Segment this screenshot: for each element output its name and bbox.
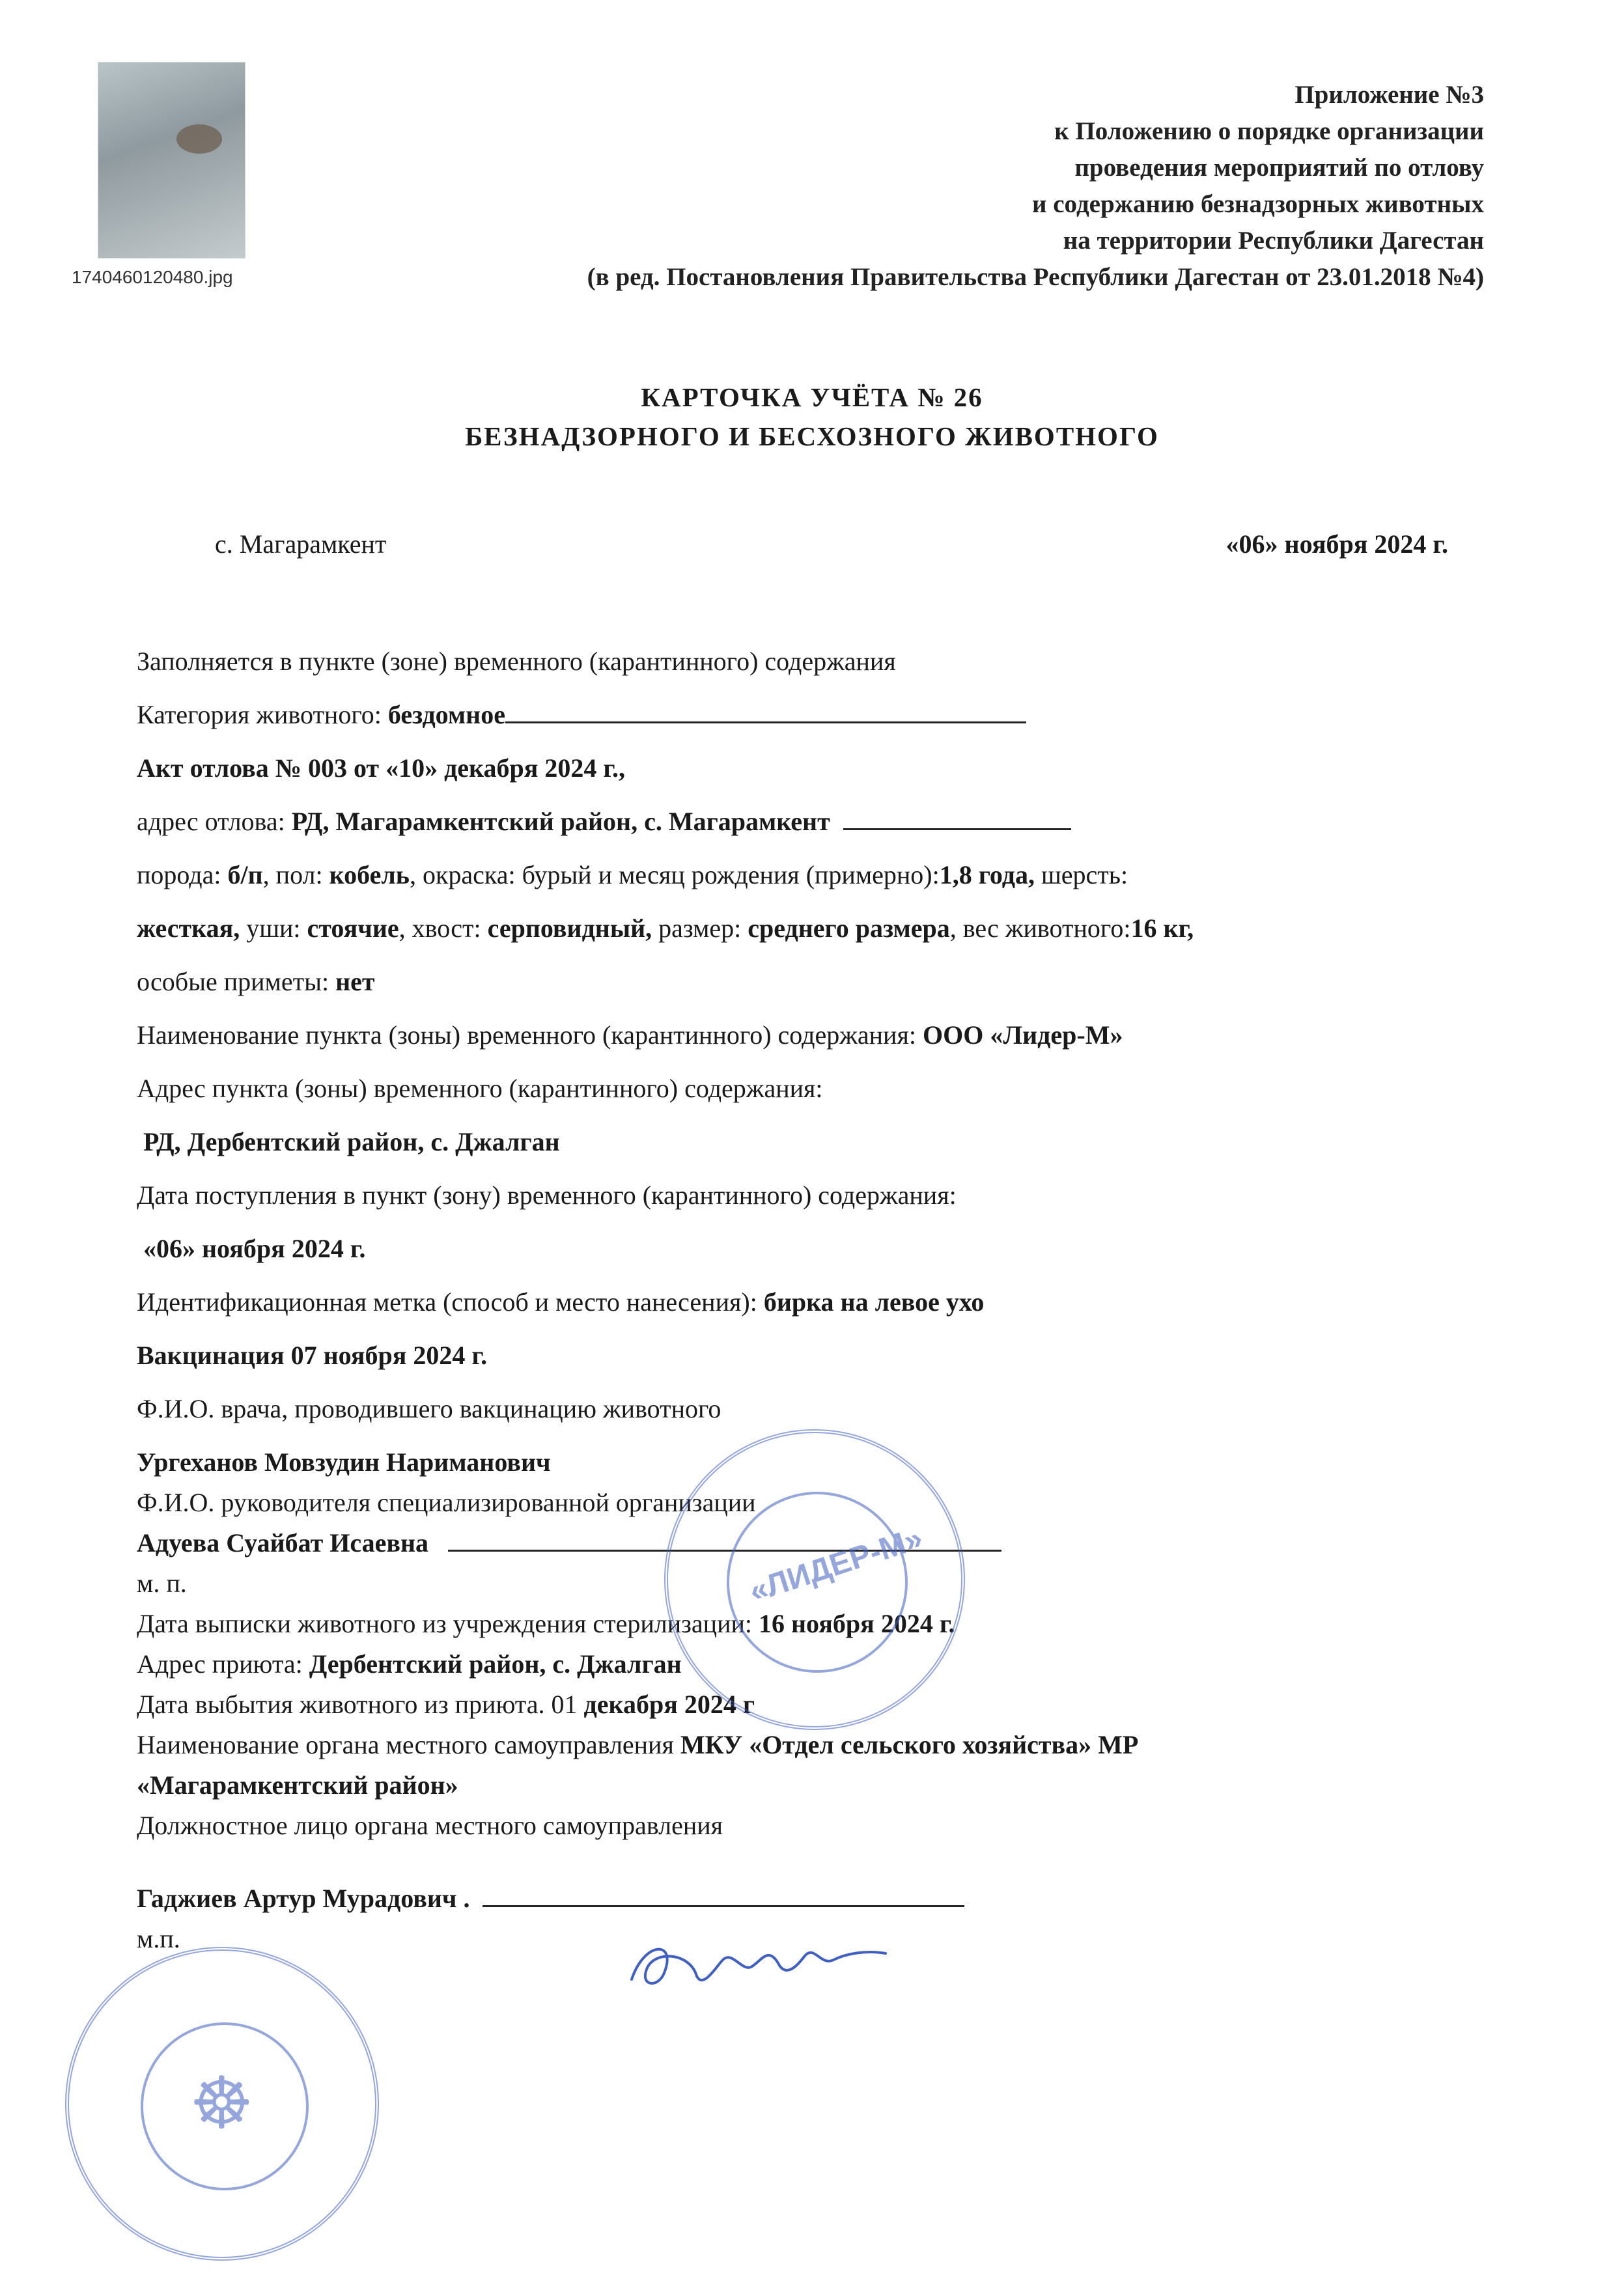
- special-marks-row: [137, 962, 1491, 1015]
- handwritten-signature: [619, 1927, 899, 1999]
- breed-row: [137, 855, 1491, 908]
- annex-line: (в ред. Постановления Правительства Республики Дагестан от 23.01.2018 №4): [587, 263, 1484, 291]
- organization-stamp: [664, 1429, 965, 1730]
- breed-value: б/п: [227, 860, 263, 889]
- weight-label: , вес животного:: [949, 914, 1131, 943]
- capture-address-row: [137, 802, 1491, 855]
- weight-value: 16 кг,: [1130, 914, 1194, 943]
- tag-row: [137, 1282, 1491, 1335]
- discharge-value: 16 ноября 2024 г.: [759, 1609, 955, 1638]
- category-value: бездомное: [387, 700, 505, 729]
- ears-value: стоячие: [307, 914, 399, 943]
- marks-value: нет: [335, 967, 375, 996]
- vaccination-value: Вакцинация 07 ноября 2024 г.: [137, 1341, 488, 1370]
- annex-line: на территории Республики Дагестан: [1063, 227, 1484, 255]
- zone-name-value: ООО «Лидер-М»: [922, 1020, 1123, 1050]
- municipal-stamp: [65, 1947, 379, 2261]
- arrival-label: Дата поступления в пункт (зону) временного (карантинного) содержания:: [137, 1180, 957, 1210]
- coat-value: жесткая,: [137, 914, 240, 943]
- card-title: [0, 378, 1624, 456]
- category-label: Категория животного:: [137, 700, 388, 729]
- place: с. Магарамкент: [215, 529, 387, 559]
- official-label: Должностное лицо органа местного самоуправления: [137, 1811, 723, 1840]
- authority-value-2: «Магарамкентский район»: [137, 1770, 458, 1800]
- breed-label: порода:: [137, 860, 228, 889]
- authority-label: Наименование органа местного самоуправления: [137, 1730, 680, 1759]
- official-row: [137, 1878, 1491, 1919]
- size-value: среднего размера: [748, 914, 950, 943]
- head-value: Адуева Суайбат Исаевна: [137, 1528, 429, 1557]
- annex-line: и содержанию безнадзорных животных: [1032, 190, 1484, 218]
- arrival-row: [137, 1229, 1491, 1282]
- official-value: Гаджиев Артур Мурадович .: [137, 1884, 470, 1913]
- vet-value: Ургеханов Мовзудин Нариманович: [137, 1447, 551, 1477]
- card-date: «06» ноября 2024 г.: [1225, 529, 1448, 559]
- annex-line: проведения мероприятий по отлову: [1074, 154, 1484, 182]
- color-value: бурый: [522, 860, 592, 889]
- vet-label: Ф.И.О. врача, проводившего вакцинацию животного: [137, 1394, 721, 1423]
- tail-label: , хвост:: [399, 914, 488, 943]
- card-body: [137, 641, 1491, 1959]
- arrival-value: «06» ноября 2024 г.: [143, 1234, 366, 1263]
- capture-address-value: РД, Магарамкентский район, с. Магарамкент: [291, 807, 830, 836]
- color-label: , окраска:: [409, 860, 522, 889]
- authority-value: МКУ «Отдел сельского хозяйства» МР: [680, 1730, 1139, 1759]
- capture-act-value: Акт отлова № 003 от «10» декабря 2024 г.,: [137, 753, 626, 783]
- photo-caption: 1740460120480.jpg: [72, 267, 233, 287]
- appearance-row: [137, 908, 1491, 962]
- zone-intro: Заполняется в пункте (зоне) временного (карантинного) содержания: [137, 647, 896, 676]
- sex-value: кобель: [329, 860, 410, 889]
- size-label: размер:: [652, 914, 748, 943]
- mp-label-1: м. п.: [137, 1569, 187, 1598]
- zone-name-label: Наименование пункта (зоны) временного (карантинного) содержания:: [137, 1020, 923, 1050]
- annex-header: [247, 77, 1484, 296]
- tag-label: Идентификационная метка (способ и место нанесения):: [137, 1287, 764, 1317]
- leave-value: декабря 2024 г: [583, 1690, 755, 1719]
- marks-label: особые приметы:: [137, 967, 336, 996]
- category-row: [137, 695, 1491, 748]
- head-label: Ф.И.О. руководителя специализированной организации: [137, 1488, 756, 1517]
- annex-line: Приложение №3: [1295, 81, 1484, 109]
- capture-act: [137, 748, 1491, 802]
- shelter-label: Адрес приюта:: [137, 1649, 309, 1679]
- ears-label: уши:: [240, 914, 307, 943]
- vaccination-row: [137, 1335, 1491, 1389]
- authority-row: [137, 1725, 1491, 1765]
- zone-address-value: РД, Дербентский район, с. Джалган: [143, 1127, 560, 1156]
- zone-address-row: [137, 1122, 1491, 1175]
- tag-value: бирка на левое ухо: [763, 1287, 985, 1317]
- attached-photo: [98, 62, 245, 258]
- blank-line: [505, 698, 1026, 723]
- annex-line: к Положению о порядке организации: [1054, 117, 1484, 145]
- stamp-text: «ЛИДЕР-М»: [745, 1520, 927, 1610]
- authority-row-2: [137, 1765, 1491, 1806]
- emblem-icon: ☸: [189, 2064, 254, 2143]
- birth-value: 1,8 года,: [939, 860, 1035, 889]
- blank-line: [843, 805, 1071, 830]
- shelter-value: Дербентский район, с. Джалган: [309, 1649, 682, 1679]
- mp-label-2: м.п.: [137, 1924, 180, 1953]
- zone-name-row: [137, 1015, 1491, 1068]
- capture-address-label: адрес отлова:: [137, 807, 292, 836]
- coat-label: шерсть:: [1034, 860, 1128, 889]
- tail-value: серповидный,: [487, 914, 652, 943]
- signature-line: [483, 1882, 964, 1907]
- leave-label: Дата выбытия животного из приюта. 01: [137, 1690, 584, 1719]
- birth-label: и месяц рождения (примерно):: [591, 860, 940, 889]
- sex-label: , пол:: [262, 860, 329, 889]
- card-title-line2: БЕЗНАДЗОРНОГО И БЕСХОЗНОГО ЖИВОТНОГО: [465, 421, 1159, 451]
- discharge-label: Дата выписки животного из учреждения стерилизации:: [137, 1609, 759, 1638]
- zone-address-label: Адрес пункта (зоны) временного (карантинного) содержания:: [137, 1074, 823, 1103]
- card-title-line1: КАРТОЧКА УЧЁТА № 26: [641, 382, 983, 412]
